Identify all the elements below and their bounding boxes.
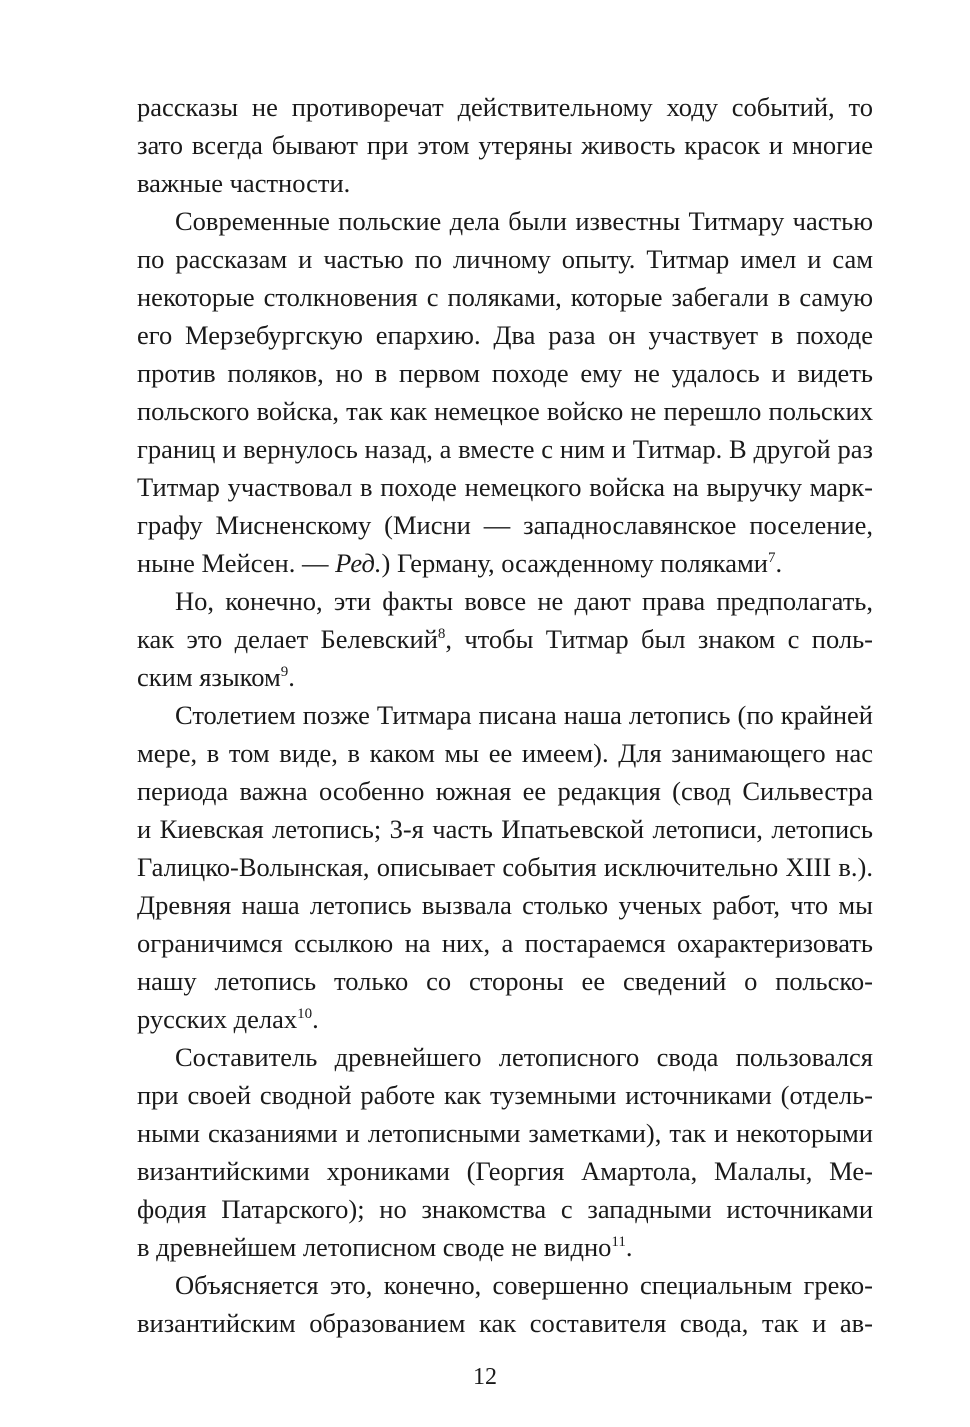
footnote-ref-8[interactable]: 8 bbox=[437, 626, 446, 642]
text-run: как это делает Белевский bbox=[137, 624, 438, 654]
text-run: . bbox=[312, 1004, 319, 1034]
text-line: Составитель древнейшего летописного свода пользовался bbox=[175, 1042, 873, 1072]
text-line: Галицко-Волынская, описывает события исключительно XIII в.). bbox=[137, 852, 873, 882]
text-line: при своей сводной работе как туземными источниками (отдель- bbox=[137, 1080, 873, 1110]
text-line: рассказы не противоречат действительному ходу событий, то bbox=[137, 92, 873, 122]
footnote-ref-9[interactable]: 9 bbox=[280, 664, 289, 680]
paragraph bbox=[137, 202, 873, 582]
text-line: Но, конечно, эти факты вовсе не дают права предполагать, bbox=[175, 586, 873, 616]
footnote-ref-10[interactable]: 10 bbox=[297, 1006, 313, 1022]
footnote-ref-7[interactable]: 7 bbox=[768, 550, 776, 566]
paragraph bbox=[137, 582, 873, 696]
paragraph bbox=[137, 1038, 873, 1266]
text-line: византийскими хрониками (Георгия Амартола, Малалы, Ме- bbox=[137, 1156, 873, 1186]
text-line bbox=[137, 1228, 873, 1266]
page-body bbox=[137, 88, 873, 1342]
text-line: польского войска, так как немецкое войско не перешло польских bbox=[137, 396, 873, 426]
text-line bbox=[137, 544, 873, 582]
text-run: ныне Мейсен. — bbox=[137, 548, 336, 578]
text-line: по рассказам и частью по личному опыту. Титмар имел и сам bbox=[137, 244, 873, 274]
text-line: фодия Патарского); но знакомства с западными источниками bbox=[137, 1194, 873, 1224]
text-run: . bbox=[288, 662, 295, 692]
text-line: зато всегда бывают при этом утеряны живость красок и многие bbox=[137, 130, 873, 160]
text-run: ) Герману, осажденному поляками bbox=[381, 548, 768, 578]
text-line: нашу летопись только со стороны ее сведений о польско- bbox=[137, 966, 873, 996]
text-line: и Киевская летопись; 3-я часть Ипатьевской летописи, летопись bbox=[137, 814, 873, 844]
text-line: границ и вернулось назад, а вместе с ним и Титмар. В другой раз bbox=[137, 434, 873, 464]
text-line: графу Мисненскому (Мисни — западнославянское поселение, bbox=[137, 510, 873, 540]
text-run: . bbox=[625, 1232, 633, 1262]
text-run: , чтобы Титмар был знаком с поль- bbox=[445, 624, 873, 654]
text-line: его Мерзебургскую епархию. Два раза он участвует в походе bbox=[137, 320, 873, 350]
text-line: Титмар участвовал в походе немецкого войска на выручку марк- bbox=[137, 472, 873, 502]
text-line: византийским образованием как составителя свода, так и ав- bbox=[137, 1308, 873, 1338]
text-run: ским языком bbox=[137, 662, 281, 692]
text-line: Древняя наша летопись вызвала столько ученых работ, что мы bbox=[137, 890, 873, 920]
text-line: ными сказаниями и летописными заметками), так и некоторыми bbox=[137, 1118, 873, 1148]
editor-abbreviation: Ред. bbox=[335, 548, 382, 578]
text-line: ограничимся ссылкою на них, а постараемся охарактеризовать bbox=[137, 928, 873, 958]
text-line: против поляков, но в первом походе ему не удалось и видеть bbox=[137, 358, 873, 388]
text-run: . bbox=[775, 548, 783, 578]
page-number: 12 bbox=[473, 1364, 497, 1390]
text-line: некоторые столкновения с поляками, которые забегали в самую bbox=[137, 282, 873, 312]
text-line bbox=[137, 620, 873, 658]
text-line bbox=[137, 1000, 873, 1038]
text-line: Объясняется это, конечно, совершенно специальным греко- bbox=[175, 1270, 873, 1300]
text-line: важные частности. bbox=[137, 168, 351, 198]
text-line: мере, в том виде, в каком мы ее имеем). Для занимающего нас bbox=[137, 738, 873, 768]
text-line: Современные польские дела были известны Титмару частью bbox=[175, 206, 873, 236]
text-line: периода важна особенно южная ее редакция (свод Сильвестра bbox=[137, 776, 873, 806]
text-line: Столетием позже Титмара писана наша летопись (по крайней bbox=[175, 700, 873, 730]
footnote-ref-11[interactable]: 11 bbox=[611, 1234, 626, 1250]
text-line bbox=[137, 658, 873, 696]
paragraph bbox=[137, 1266, 873, 1342]
paragraph bbox=[137, 696, 873, 1038]
text-run: в древнейшем летописном своде не видно bbox=[137, 1232, 612, 1262]
text-run: русских делах bbox=[137, 1004, 298, 1034]
paragraph bbox=[137, 88, 873, 202]
